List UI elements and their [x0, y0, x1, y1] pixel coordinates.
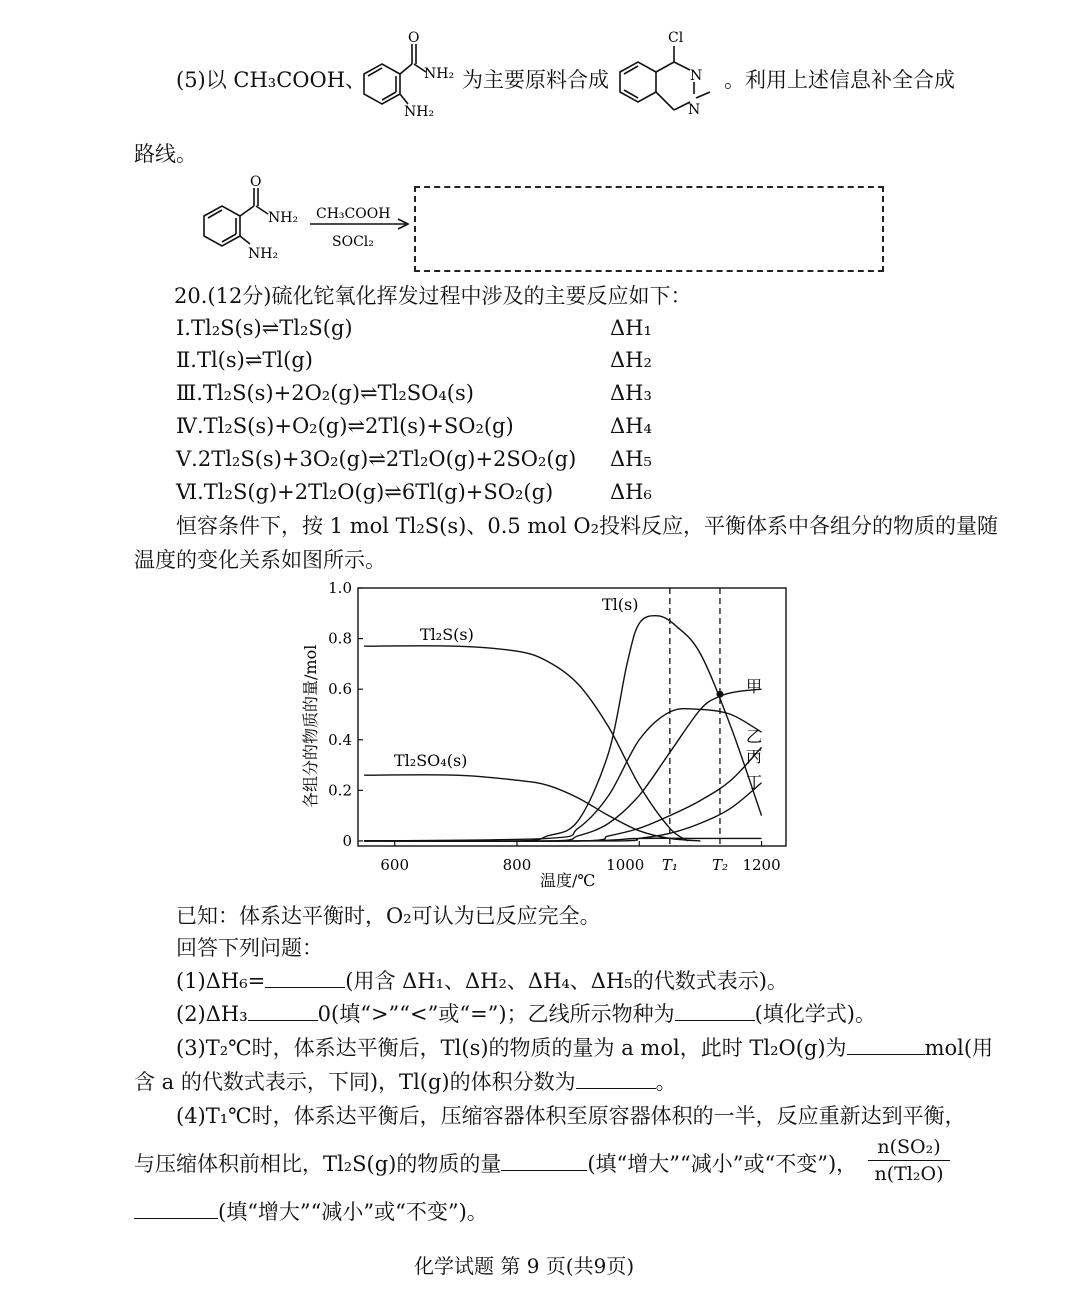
- q1-blank[interactable]: [265, 967, 345, 988]
- page-footer: 化学试题 第 9 页(共9页): [414, 1254, 635, 1278]
- reaction-6: Ⅵ.Tl₂S(g)+2Tl₂O(g)⇌6Tl(g)+SO₂(g): [176, 480, 554, 504]
- carbonyl-o-label: O: [408, 30, 420, 46]
- reaction-6-dh: ΔH₆: [610, 480, 652, 504]
- series-label: Tl(s): [602, 595, 639, 614]
- reaction-1-dh: ΔH₁: [610, 316, 652, 340]
- q3-c: 含 a 的代数式表示，下同)，Tl(g)的体积分数为: [134, 1070, 576, 1094]
- route-o-label: O: [250, 174, 262, 190]
- reaction-3-dh: ΔH₃: [610, 381, 652, 405]
- q1-a: (1)ΔH₆=: [176, 969, 266, 993]
- q19-5-mid: 为主要原料合成: [462, 68, 609, 92]
- y-tick-label: 0.4: [328, 730, 352, 749]
- series-label: 乙: [746, 727, 763, 746]
- reaction-4-dh: ΔH₄: [610, 414, 652, 438]
- route-start-structure: [198, 172, 418, 268]
- ring-nh2-label: NH₂: [404, 104, 435, 120]
- series-label: 甲: [746, 677, 763, 696]
- series-label: Tl₂SO₄(s): [394, 751, 468, 770]
- q3-d: 。: [655, 1070, 677, 1094]
- temperature-marker-label: T₂: [711, 856, 728, 874]
- q19-5-cont: 路线。: [134, 142, 197, 166]
- n1-label: N: [690, 68, 703, 84]
- q4-line3: [134, 1198, 488, 1226]
- temperature-marker-label: T₁: [661, 856, 678, 874]
- y-tick-label: 0.8: [328, 629, 352, 648]
- answer-box[interactable]: [414, 186, 884, 272]
- q2-blank-2[interactable]: [675, 1000, 755, 1021]
- reaction-5: Ⅴ.2Tl₂S(s)+3O₂(g)⇌2Tl₂O(g)+2SO₂(g): [176, 447, 577, 471]
- q4-b: 与压缩体积前相比，Tl₂S(g)的物质的量: [134, 1152, 502, 1176]
- series-line: [364, 616, 761, 842]
- q3-b: mol(用: [924, 1036, 994, 1060]
- series-label: Tl₂S(s): [420, 625, 474, 644]
- x-tick-label: 1200: [742, 856, 781, 874]
- q3-a: (3)T₂℃时，体系达平衡后，Tl(s)的物质的量为 a mol，此时 Tl₂O(g)为: [176, 1036, 847, 1060]
- q4-blank-1[interactable]: [501, 1150, 587, 1171]
- q4-line1: (4)T₁℃时，体系达平衡后，压缩容器体积至原容器体积的一半，反应重新达到平衡，: [176, 1104, 966, 1128]
- q2-line: [176, 1000, 876, 1028]
- series-label: 丁: [746, 773, 763, 792]
- answer-intro: 回答下列问题：: [176, 936, 323, 960]
- y-tick-label: 1.0: [328, 579, 352, 597]
- equilibrium-chart: [290, 576, 810, 894]
- q3-blank-1[interactable]: [847, 1034, 925, 1055]
- reaction-4: Ⅳ.Tl₂S(s)+O₂(g)⇌2Tl(s)+SO₂(g): [176, 414, 514, 438]
- q1-line: [176, 967, 788, 995]
- q20-intro: 20.(12分)硫化铊氧化挥发过程中涉及的主要反应如下：: [174, 284, 692, 308]
- fraction: [868, 1134, 950, 1187]
- chloro-label: Cl: [668, 30, 684, 46]
- x-axis-label: 温度/℃: [540, 871, 596, 890]
- y-tick-label: 0: [342, 831, 352, 850]
- amide-nh2-label: NH₂: [424, 66, 455, 82]
- y-tick-label: 0.6: [328, 680, 352, 699]
- x-tick-label: 1000: [606, 856, 645, 874]
- q2-b: 0(填“>”“<”或“=”)；乙线所示物种为: [317, 1002, 675, 1026]
- q3-line2: [134, 1068, 677, 1096]
- known-text: 已知：体系达平衡时，O₂可认为已反应完全。: [176, 904, 601, 928]
- n2-label: N: [688, 102, 701, 118]
- reaction-1: Ⅰ.Tl₂S(s)⇌Tl₂S(g): [176, 316, 353, 340]
- reagent-top: CH₃COOH: [316, 206, 391, 222]
- series-label: 丙: [746, 747, 763, 766]
- q19-5-suffix: 。利用上述信息补全合成: [724, 68, 955, 92]
- route-amide-nh2: NH₂: [268, 210, 299, 226]
- q1-b: (用含 ΔH₁、ΔH₂、ΔH₄、ΔH₅的代数式表示)。: [345, 969, 788, 993]
- q4-c: (填“增大”“减小”或“不变”)，: [587, 1152, 858, 1176]
- fraction-denominator: n(Tl₂O): [868, 1160, 950, 1187]
- route-ring-nh2: NH₂: [248, 246, 279, 262]
- x-tick-label: 800: [502, 856, 532, 874]
- q4-line2: [134, 1150, 857, 1178]
- q2-c: (填化学式)。: [754, 1002, 876, 1026]
- q4-blank-2[interactable]: [134, 1198, 218, 1219]
- q20-para1: 恒容条件下，按 1 mol Tl₂S(s)、0.5 mol O₂投料反应，平衡体系中各组分的物质的量随: [176, 514, 999, 538]
- q2-a: (2)ΔH₃: [176, 1002, 248, 1026]
- fraction-numerator: n(SO₂): [877, 1136, 941, 1158]
- series-line: [364, 838, 761, 841]
- q4-d: (填“增大”“减小”或“不变”)。: [218, 1200, 488, 1224]
- reaction-2-dh: ΔH₂: [610, 348, 652, 372]
- series-line: [364, 775, 700, 841]
- y-tick-label: 0.2: [328, 781, 352, 800]
- q3-line1: [176, 1034, 993, 1062]
- reaction-3: Ⅲ.Tl₂S(s)+2O₂(g)⇌Tl₂SO₄(s): [176, 381, 474, 405]
- reaction-5-dh: ΔH₅: [610, 447, 652, 471]
- y-axis-label: 各组分的物质的量/mol: [301, 644, 320, 808]
- aminobenzamide-structure: [342, 28, 460, 120]
- q3-blank-2[interactable]: [576, 1068, 656, 1089]
- q19-5-prefix: (5)以 CH₃COOH、: [176, 68, 367, 92]
- q2-blank-1[interactable]: [248, 1000, 318, 1021]
- reaction-2: Ⅱ.Tl(s)⇌Tl(g): [176, 348, 313, 372]
- quinazoline-structure: [612, 22, 724, 118]
- q20-para2: 温度的变化关系如图所示。: [134, 548, 386, 572]
- x-tick-label: 600: [380, 856, 410, 874]
- series-line: [364, 646, 688, 841]
- reagent-bottom: SOCl₂: [332, 234, 374, 250]
